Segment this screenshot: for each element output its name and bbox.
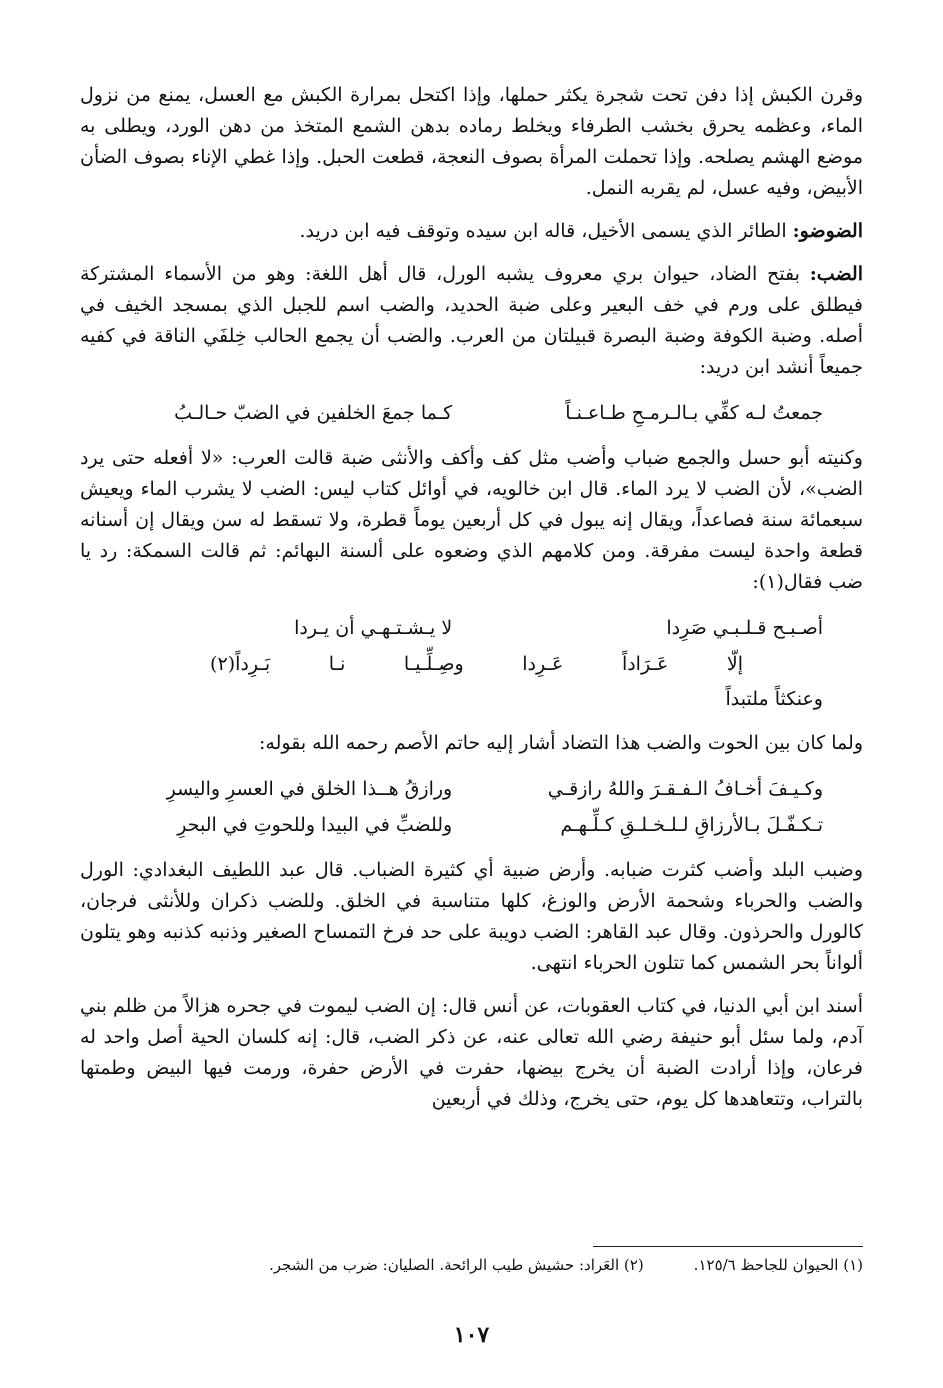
paragraph-dabb-kunya: وكنيته أبو حسل والجمع ضباب وأضب مثل كف وأكف والأنثى ضبة قالت العرب: «لا أفعله حتى يرد الضب»، لأن الضب لا يرد الماء. قال ابن خالويه، في أوائل كتاب ليس: الضب لا يشرب الماء ويعيش سبعمائة سنة فصاعداً، ويقال إنه يبول في كل أربعين يوماً قطرة، ولا تسقط له سن ويقال إن أسنانه قطعة واحدة ليست مفرقة. ومن كلامهم الذي وضعوه على ألسنة البهائم: ثم قالت السمكة: رد يا ضب فقال(١): [80,447,863,593]
poem-dabb-reply [80,610,863,716]
paragraph-ibn-abi-dunya: أسند ابن أبي الدنيا، في كتاب العقوبات، عن أنس قال: إن الضب ليموت في جحره هزالاً من ظلم بني آدم، ولما سئل أبو حنيفة رضي الله تعالى عنه، عن ذكر الضب، قال: إنه كلسان الحية أصل واحد له فرعان، وإذا أرادت الضبة أن يخرج بيضها، حفرت في الأرض حفرة، ورمت فيها البيض وطمتها بالتراب، وتتعاهدها كل يوم، حتى يخرج، وذلك في أربعين [80,995,863,1110]
paragraph-dabbab: وضبب البلد وأضب كثرت ضبابه. وأرض ضبية أي كثيرة الضباب. قال عبد اللطيف البغدادي: الورل والضب والحرباء وشحمة الأرض والوزغ، كلها متناسبة في الخلق. وللضب ذكران وللأنثى فرجان، كالورل والحرذون. وقال عبد القاهر: الضب دويبة على حد فرخ التمساح الصغير وذنبه كذنبه وهو يتلون ألواناً بحر الشمس كما تتلون الحرباء انتهى. [80,859,863,974]
verse-word: بَـرِداً(٢) [210,652,271,675]
verse-hemistich-first: أصـبـح قـلـبـي صَرِدا [666,616,823,639]
paragraph-dabb [80,259,863,383]
verse-line [110,771,823,807]
footnotes [80,1256,863,1274]
verse-hemistich-first: وكـيـفَ أخـافُ الـفـقـرَ واللهُ رازقـي [547,777,823,800]
paragraph-dawdaw [80,216,863,247]
footnote-2: (٢) العَراد: حشيش طيب الرائحة. الصليان: ضرب من الشجر. [268,1256,644,1274]
verse-word: نـا [328,652,346,675]
poem-ibn-durayd [80,395,863,431]
verse-hemistich-second: لا يـشـتـهـي أن يـردا [294,616,453,639]
verse-word: عَـرِدا [522,652,564,675]
page-number: ١٠٧ [453,1322,490,1348]
verse-hemistich-first: تـكـفّـلَ بـالأرزاقِ لـلـخـلـقِ كـلِّـهـم [560,813,823,836]
entry-term-dawdaw: الضوضو: [792,220,863,242]
verse-tail: وعنكثاً ملتبداً [725,688,823,710]
verse-line [110,395,823,431]
poem-hatim [80,771,863,843]
verse-line [110,646,823,682]
verse-hemistich-second: ورازقُ هــذا الخلق في العسرِ واليسرِ [166,777,453,800]
entry-text-dabb: بفتح الضاد، حيوان بري معروف يشبه الورل، قال أهل اللغة: وهو من الأسماء المشتركة فيطلق على ورم في خف البعير وعلى ضبة الحديد، والضب اسم للجبل الذي بمسجد الخيف في أصله. وضبة الكوفة وضبة البصرة قبيلتان من العرب. والضب أن يجمع الحالب خِلفَي الناقة في كفيه جميعاً أنشد ابن دريد: [80,263,863,378]
paragraph-ram-horn: وقرن الكبش إذا دفن تحت شجرة يكثر حملها، وإذا اكتحل بمرارة الكبش مع العسل، يمنع من نزول الماء، وعظمه يحرق بخشب الطرفاء ويخلط رماده بدهن الشمع المتخذ من دهن الورد، ويطلى به موضع الهشم يصلحه. وإذا تحملت المرأة بصوف النعجة، قطعت الحبل. وإذا غطي الإناء بصوف الضأن الأبيض، وفيه عسل، لم يقربه النمل. [80,84,863,199]
entry-term-dabb: الضب: [809,263,863,285]
verse-line [110,610,823,646]
footnote-separator [593,1246,863,1247]
verse-word: عَـرَاداً [621,652,669,675]
verse-word: إلّا [726,652,743,675]
paragraph-hatim: ولما كان بين الحوت والضب هذا التضاد أشار إليه حاتم الأصم رحمه الله بقوله: [259,732,863,754]
verse-hemistich-second: وللضبِّ في البيدا وللحوتِ في البحرِ [177,813,453,836]
page-body [80,80,863,1115]
verse-hemistich-first: جمعتُ لـه كفِّي بـالـرمـحِ طـاعـنـاً [565,401,823,424]
verse-word: وصِـلِّـيـا [403,652,464,675]
entry-text-dawdaw: الطائر الذي يسمى الأخيل، قاله ابن سيده وتوقف فيه ابن دريد. [299,220,793,242]
verse-line [110,807,823,843]
verse-hemistich-second: كـما جمعَ الخلفين في الضبّ حـالـبُ [174,401,453,424]
footnote-1: (١) الحيوان للجاحظ ١٢٥/٦. [693,1256,863,1274]
